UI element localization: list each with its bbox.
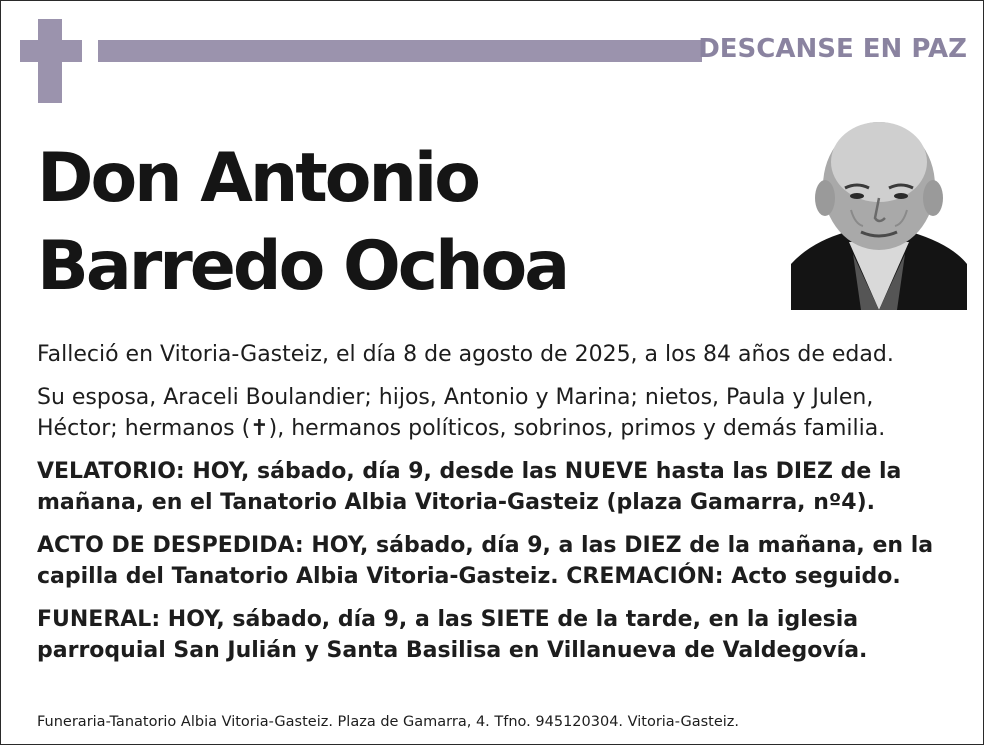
family-text-end: ), hermanos políticos, sobrinos, primos y demás familia. [268,416,886,441]
header-rule [98,40,702,62]
funeral-home-footer: Funeraria-Tanatorio Albia Vitoria-Gasteiz. Plaza de Gamarra, 4. Tfno. 945120304. Vitoria-Gasteiz. [37,714,739,730]
rip-heading: DESCANSE EN PAZ [698,34,967,64]
name-line-1: Don Antonio [37,139,478,218]
family-text-start: Su esposa, Araceli Boulandier; hijos, Antonio y Marina; nietos, Paula y Julen, Héctor; hermanos ( [37,385,874,441]
notice-body [37,339,957,678]
name-line-2: Barredo Ochoa [37,227,568,306]
funeral-paragraph: FUNERAL: HOY, sábado, día 9, a las SIETE de la tarde, en la iglesia parroquial San Julián y Santa Basilisa en Villanueva de Valdegovía. [37,607,868,663]
family-paragraph [37,382,957,444]
portrait-image [791,114,967,310]
despedida-paragraph: ACTO DE DESPEDIDA: HOY, sábado, día 9, a las DIEZ de la mañana, en la capilla del Tanatorio Albia Vitoria-Gasteiz. CREMACIÓN: Acto seguido. [37,533,934,589]
death-notice: Falleció en Vitoria-Gasteiz, el día 8 de agosto de 2025, a los 84 años de edad. [37,342,894,367]
velatorio-paragraph: VELATORIO: HOY, sábado, día 9, desde las NUEVE hasta las DIEZ de la mañana, en el Tanatorio Albia Vitoria-Gasteiz (plaza Gamarra, nº4). [37,459,902,515]
portrait-photo [791,114,967,310]
cross-horizontal-bar [20,40,82,62]
deceased-name [37,135,567,311]
cross-icon: ✝ [250,416,269,441]
